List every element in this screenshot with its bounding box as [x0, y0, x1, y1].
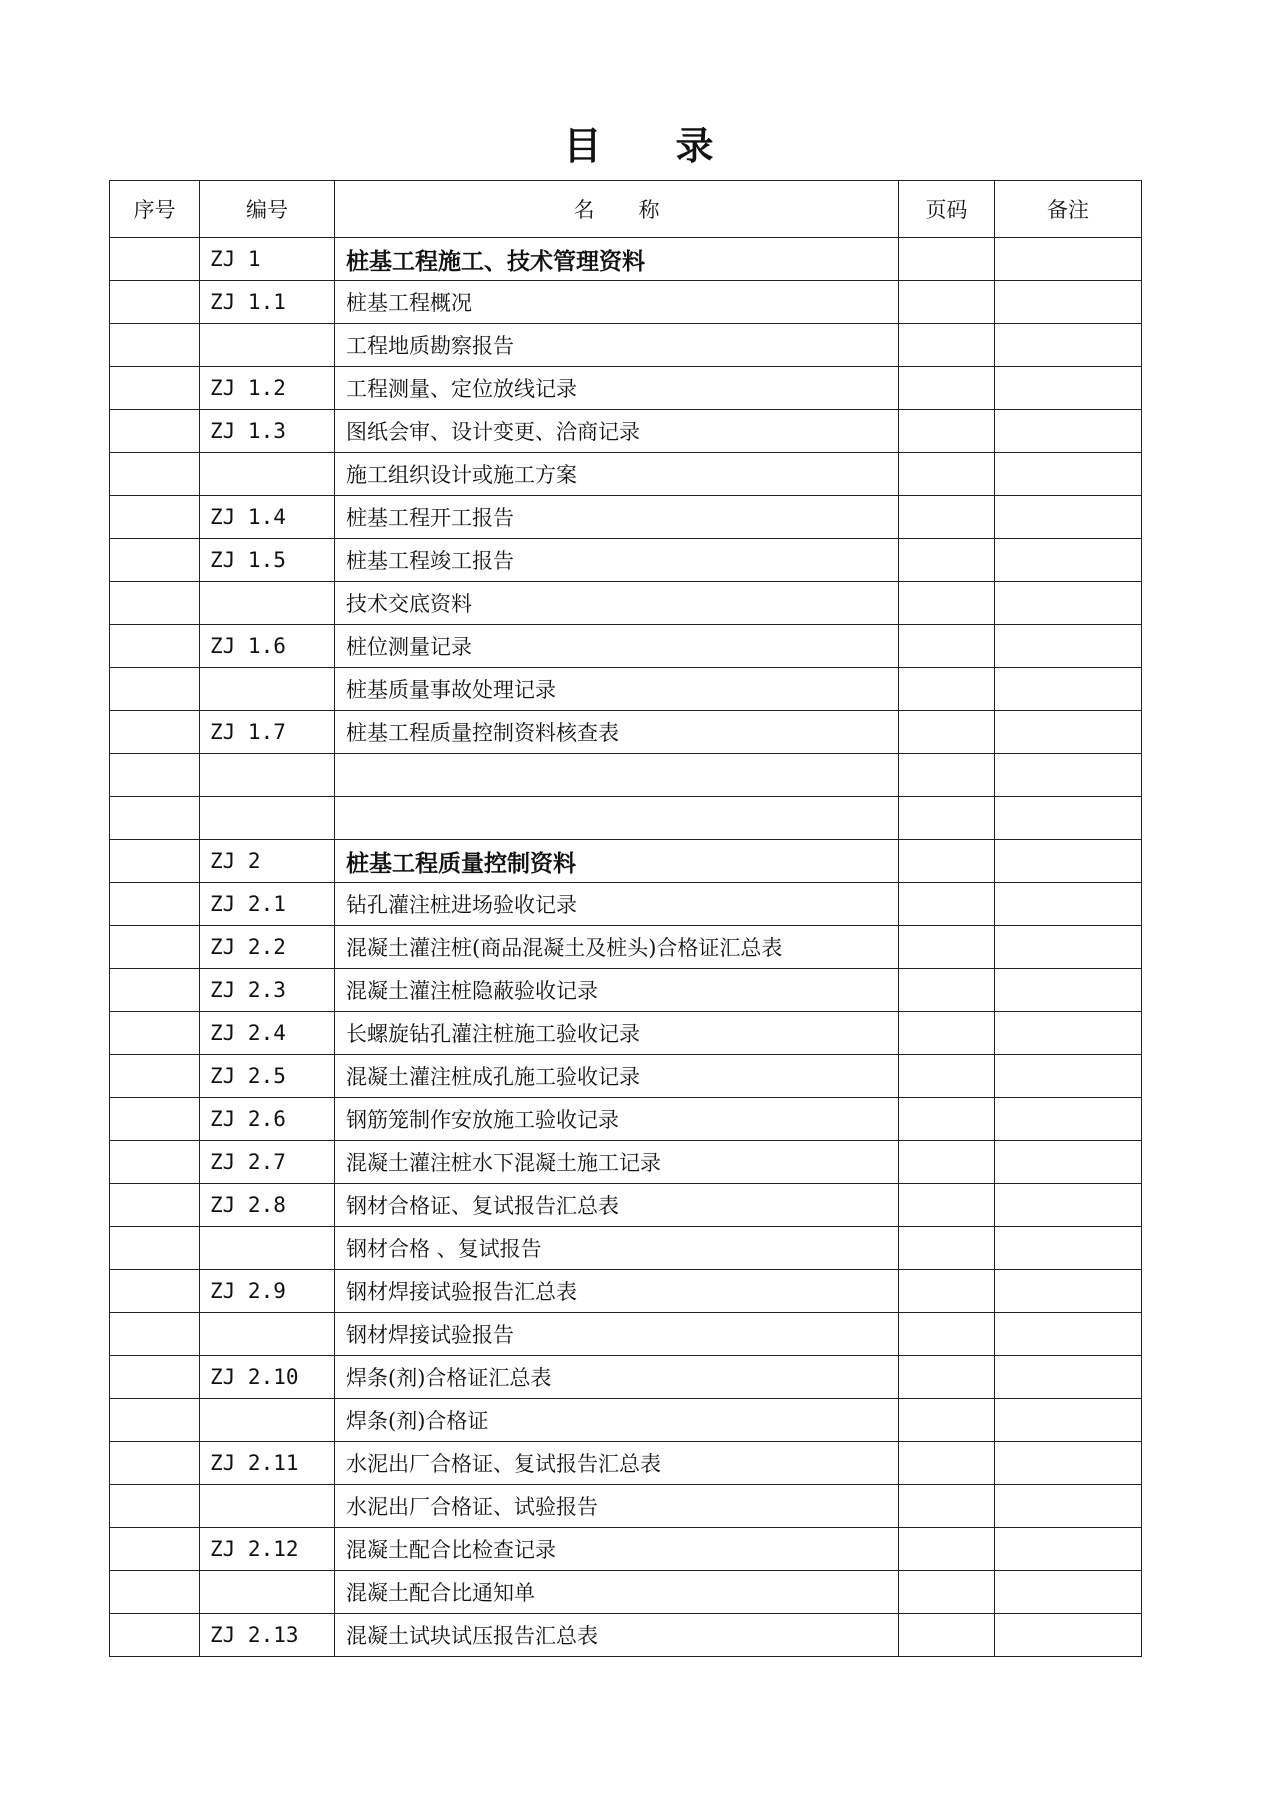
seq-cell	[110, 1055, 200, 1098]
page-cell	[899, 625, 995, 668]
code-cell	[200, 1313, 335, 1356]
page-cell	[899, 582, 995, 625]
seq-cell	[110, 367, 200, 410]
name-cell: 混凝土试块试压报告汇总表	[335, 1614, 899, 1657]
page-cell	[899, 453, 995, 496]
name-cell: 图纸会审、设计变更、洽商记录	[335, 410, 899, 453]
header-remark: 备注	[995, 181, 1142, 238]
code-cell: ZJ 2.4	[200, 1012, 335, 1055]
code-cell: ZJ 1.2	[200, 367, 335, 410]
table-row	[110, 1227, 1142, 1270]
code-cell: ZJ 2	[200, 840, 335, 883]
remark-cell	[995, 281, 1142, 324]
name-cell: 混凝土灌注桩成孔施工验收记录	[335, 1055, 899, 1098]
table-row	[110, 926, 1142, 969]
code-cell: ZJ 2.6	[200, 1098, 335, 1141]
title-char-1: 目	[563, 124, 604, 168]
remark-cell	[995, 1012, 1142, 1055]
header-seq: 序号	[110, 181, 200, 238]
table-row	[110, 1528, 1142, 1571]
seq-cell	[110, 238, 200, 281]
remark-cell	[995, 1356, 1142, 1399]
table-row	[110, 1012, 1142, 1055]
seq-cell	[110, 926, 200, 969]
page-cell	[899, 1313, 995, 1356]
name-cell: 桩位测量记录	[335, 625, 899, 668]
page-title	[0, 122, 1279, 170]
table-row	[110, 625, 1142, 668]
remark-cell	[995, 1614, 1142, 1657]
header-page: 页码	[899, 181, 995, 238]
seq-cell	[110, 883, 200, 926]
page-cell	[899, 1442, 995, 1485]
seq-cell	[110, 1227, 200, 1270]
page-cell	[899, 410, 995, 453]
code-cell: ZJ 1	[200, 238, 335, 281]
table-row	[110, 367, 1142, 410]
remark-cell	[995, 1141, 1142, 1184]
seq-cell	[110, 582, 200, 625]
page-cell	[899, 281, 995, 324]
name-cell: 桩基工程概况	[335, 281, 899, 324]
name-cell: 钢材合格 、复试报告	[335, 1227, 899, 1270]
toc-table	[109, 180, 1142, 1657]
table-row	[110, 1614, 1142, 1657]
remark-cell	[995, 1098, 1142, 1141]
remark-cell	[995, 840, 1142, 883]
code-cell	[200, 1399, 335, 1442]
name-cell: 钢筋笼制作安放施工验收记录	[335, 1098, 899, 1141]
name-cell: 桩基质量事故处理记录	[335, 668, 899, 711]
header-name	[335, 181, 899, 238]
table-row	[110, 711, 1142, 754]
code-cell	[200, 582, 335, 625]
remark-cell	[995, 539, 1142, 582]
page-cell	[899, 367, 995, 410]
table-row	[110, 969, 1142, 1012]
remark-cell	[995, 1313, 1142, 1356]
remark-cell	[995, 754, 1142, 797]
code-cell	[200, 324, 335, 367]
section-title-cell: 桩基工程质量控制资料	[335, 840, 899, 883]
table-row	[110, 883, 1142, 926]
name-cell: 钻孔灌注桩进场验收记录	[335, 883, 899, 926]
remark-cell	[995, 1184, 1142, 1227]
page-cell	[899, 883, 995, 926]
page-cell	[899, 1356, 995, 1399]
page-cell	[899, 1098, 995, 1141]
name-cell: 焊条(剂)合格证	[335, 1399, 899, 1442]
seq-cell	[110, 324, 200, 367]
code-cell: ZJ 2.10	[200, 1356, 335, 1399]
title-char-2: 录	[675, 124, 716, 168]
code-cell: ZJ 1.7	[200, 711, 335, 754]
remark-cell	[995, 1055, 1142, 1098]
remark-cell	[995, 625, 1142, 668]
page-cell	[899, 668, 995, 711]
remark-cell	[995, 367, 1142, 410]
remark-cell	[995, 496, 1142, 539]
code-cell: ZJ 2.9	[200, 1270, 335, 1313]
name-cell: 桩基工程质量控制资料核查表	[335, 711, 899, 754]
code-cell	[200, 453, 335, 496]
code-cell: ZJ 2.3	[200, 969, 335, 1012]
name-cell: 钢材合格证、复试报告汇总表	[335, 1184, 899, 1227]
code-cell: ZJ 2.5	[200, 1055, 335, 1098]
code-cell: ZJ 2.8	[200, 1184, 335, 1227]
name-cell	[335, 754, 899, 797]
page-cell	[899, 324, 995, 367]
toc-body	[110, 238, 1142, 1657]
seq-cell	[110, 1270, 200, 1313]
seq-cell	[110, 410, 200, 453]
name-cell: 混凝土灌注桩水下混凝土施工记录	[335, 1141, 899, 1184]
table-row	[110, 324, 1142, 367]
table-row	[110, 1485, 1142, 1528]
seq-cell	[110, 1184, 200, 1227]
name-cell: 混凝土配合比通知单	[335, 1571, 899, 1614]
seq-cell	[110, 539, 200, 582]
name-cell: 水泥出厂合格证、试验报告	[335, 1485, 899, 1528]
seq-cell	[110, 1614, 200, 1657]
name-cell: 工程测量、定位放线记录	[335, 367, 899, 410]
page-cell	[899, 1270, 995, 1313]
table-row	[110, 281, 1142, 324]
remark-cell	[995, 1485, 1142, 1528]
remark-cell	[995, 969, 1142, 1012]
name-cell: 混凝土灌注桩隐蔽验收记录	[335, 969, 899, 1012]
seq-cell	[110, 797, 200, 840]
seq-cell	[110, 625, 200, 668]
table-row	[110, 1055, 1142, 1098]
remark-cell	[995, 453, 1142, 496]
code-cell	[200, 797, 335, 840]
code-cell: ZJ 2.2	[200, 926, 335, 969]
seq-cell	[110, 1571, 200, 1614]
table-row	[110, 410, 1142, 453]
seq-cell	[110, 711, 200, 754]
page-cell	[899, 1485, 995, 1528]
page-cell	[899, 1528, 995, 1571]
seq-cell	[110, 453, 200, 496]
table-row	[110, 754, 1142, 797]
seq-cell	[110, 1012, 200, 1055]
code-cell: ZJ 2.13	[200, 1614, 335, 1657]
page-cell	[899, 1614, 995, 1657]
remark-cell	[995, 1227, 1142, 1270]
seq-cell	[110, 281, 200, 324]
code-cell	[200, 754, 335, 797]
header-name-char-2: 称	[638, 198, 660, 222]
code-cell: ZJ 1.1	[200, 281, 335, 324]
remark-cell	[995, 797, 1142, 840]
page-cell	[899, 1227, 995, 1270]
page-cell	[899, 1571, 995, 1614]
remark-cell	[995, 1442, 1142, 1485]
name-cell: 混凝土灌注桩(商品混凝土及桩头)合格证汇总表	[335, 926, 899, 969]
page-cell	[899, 1141, 995, 1184]
seq-cell	[110, 1528, 200, 1571]
seq-cell	[110, 1399, 200, 1442]
table-row	[110, 238, 1142, 281]
name-cell: 混凝土配合比检查记录	[335, 1528, 899, 1571]
name-cell: 技术交底资料	[335, 582, 899, 625]
table-row	[110, 539, 1142, 582]
name-cell: 钢材焊接试验报告汇总表	[335, 1270, 899, 1313]
code-cell	[200, 1485, 335, 1528]
seq-cell	[110, 668, 200, 711]
table-row	[110, 1141, 1142, 1184]
seq-cell	[110, 1098, 200, 1141]
remark-cell	[995, 582, 1142, 625]
page-cell	[899, 840, 995, 883]
name-cell: 桩基工程开工报告	[335, 496, 899, 539]
page-cell	[899, 238, 995, 281]
seq-cell	[110, 1356, 200, 1399]
name-cell: 焊条(剂)合格证汇总表	[335, 1356, 899, 1399]
page-cell	[899, 926, 995, 969]
seq-cell	[110, 496, 200, 539]
table-row	[110, 496, 1142, 539]
code-cell: ZJ 2.11	[200, 1442, 335, 1485]
name-cell: 工程地质勘察报告	[335, 324, 899, 367]
section-title-cell: 桩基工程施工、技术管理资料	[335, 238, 899, 281]
table-row	[110, 453, 1142, 496]
page-cell	[899, 1012, 995, 1055]
remark-cell	[995, 1571, 1142, 1614]
seq-cell	[110, 840, 200, 883]
name-cell: 长螺旋钻孔灌注桩施工验收记录	[335, 1012, 899, 1055]
remark-cell	[995, 238, 1142, 281]
name-cell: 施工组织设计或施工方案	[335, 453, 899, 496]
page-cell	[899, 711, 995, 754]
code-cell: ZJ 1.3	[200, 410, 335, 453]
page-cell	[899, 1055, 995, 1098]
code-cell	[200, 668, 335, 711]
table-row	[110, 668, 1142, 711]
remark-cell	[995, 926, 1142, 969]
name-cell: 水泥出厂合格证、复试报告汇总表	[335, 1442, 899, 1485]
seq-cell	[110, 754, 200, 797]
table-row	[110, 797, 1142, 840]
table-row	[110, 1184, 1142, 1227]
remark-cell	[995, 1528, 1142, 1571]
table-row	[110, 1098, 1142, 1141]
remark-cell	[995, 711, 1142, 754]
name-cell	[335, 797, 899, 840]
code-cell: ZJ 2.7	[200, 1141, 335, 1184]
page-cell	[899, 539, 995, 582]
table-row	[110, 1399, 1142, 1442]
table-row	[110, 1571, 1142, 1614]
remark-cell	[995, 410, 1142, 453]
table-row	[110, 1270, 1142, 1313]
page-cell	[899, 1399, 995, 1442]
code-cell: ZJ 1.6	[200, 625, 335, 668]
name-cell: 桩基工程竣工报告	[335, 539, 899, 582]
code-cell	[200, 1571, 335, 1614]
seq-cell	[110, 969, 200, 1012]
page-cell	[899, 797, 995, 840]
page-cell	[899, 1184, 995, 1227]
remark-cell	[995, 324, 1142, 367]
code-cell: ZJ 2.1	[200, 883, 335, 926]
header-code: 编号	[200, 181, 335, 238]
seq-cell	[110, 1141, 200, 1184]
code-cell: ZJ 1.5	[200, 539, 335, 582]
remark-cell	[995, 668, 1142, 711]
remark-cell	[995, 1270, 1142, 1313]
table-row	[110, 1313, 1142, 1356]
header-row	[110, 181, 1142, 238]
remark-cell	[995, 1399, 1142, 1442]
page-cell	[899, 754, 995, 797]
remark-cell	[995, 883, 1142, 926]
page-cell	[899, 969, 995, 1012]
table-row	[110, 840, 1142, 883]
table-row	[110, 1442, 1142, 1485]
seq-cell	[110, 1313, 200, 1356]
header-name-char-1: 名	[573, 198, 595, 222]
table-row	[110, 582, 1142, 625]
seq-cell	[110, 1442, 200, 1485]
code-cell: ZJ 2.12	[200, 1528, 335, 1571]
name-cell: 钢材焊接试验报告	[335, 1313, 899, 1356]
table-row	[110, 1356, 1142, 1399]
seq-cell	[110, 1485, 200, 1528]
page-cell	[899, 496, 995, 539]
code-cell	[200, 1227, 335, 1270]
code-cell: ZJ 1.4	[200, 496, 335, 539]
